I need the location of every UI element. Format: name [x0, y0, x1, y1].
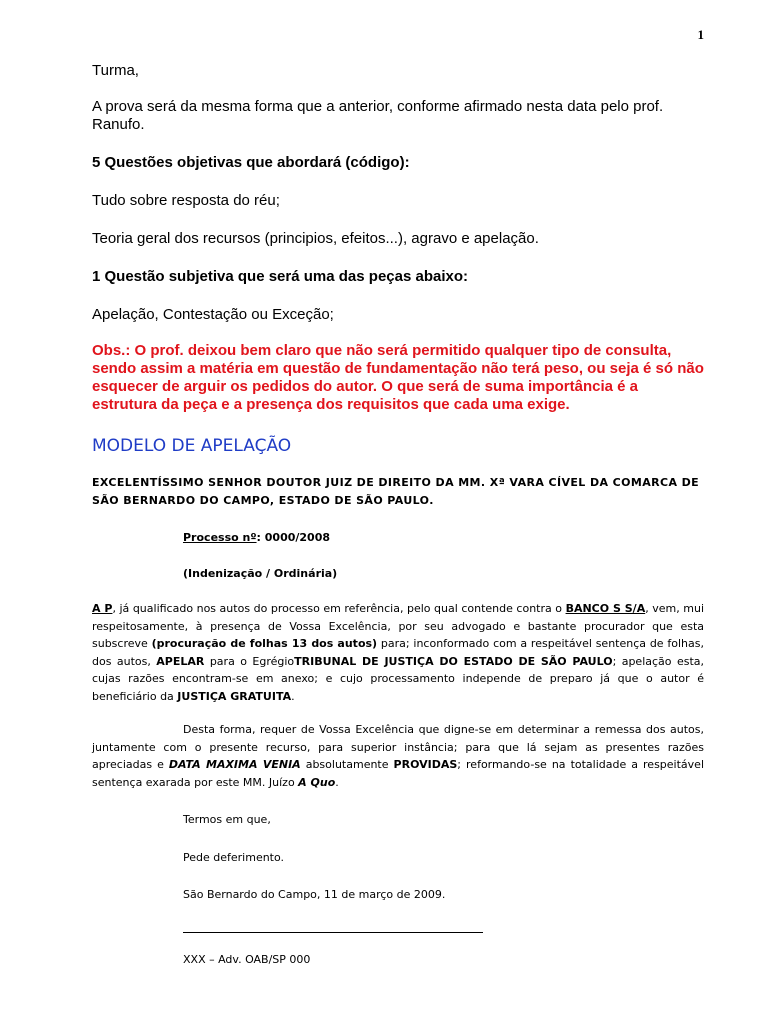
text-span: ; reformando-se na totalidade a respeitável sentença exarada por este MM. Juízo: [92, 758, 704, 789]
greeting: Turma,: [92, 62, 139, 79]
defendant-name: BANCO S S/A: [565, 602, 646, 615]
venia-phrase: DATA MAXIMA VENIA: [168, 758, 301, 771]
court-address: [92, 474, 704, 509]
intro-paragraph: A prova será da mesma forma que a anterior, conforme afirmado nesta data pelo prof. Ranufo.: [92, 98, 664, 133]
model-title: MODELO DE APELAÇÃO: [92, 436, 292, 456]
signature-name: XXX – Adv. OAB/SP 000: [183, 952, 311, 966]
address-line-2: SÃO BERNARDO DO CAMPO, ESTADO DE SÃO PAULO.: [92, 493, 434, 507]
appeal-word: APELAR: [156, 654, 205, 668]
text-span: , vem, mui respeitosamente, à presença de Vossa Excelência, por seu advogado e bastante procurador que esta subscreve: [92, 602, 705, 650]
signature-line: [183, 932, 483, 933]
closing-terms: Termos em que,: [183, 813, 271, 826]
process-label: Processo nº: [183, 531, 257, 544]
text-span: ; apelação esta, cujas razões encontram-se em anexo; e cujo processamento independe de preparo já que o autor é beneficiário da: [92, 654, 704, 703]
providas-word: PROVIDAS: [393, 758, 458, 771]
place-date: São Bernardo do Campo, 11 de março de 2009.: [183, 888, 446, 901]
subjective-heading: 1 Questão subjetiva que será uma das peças abaixo:: [92, 268, 468, 285]
page-number: 1: [697, 27, 704, 42]
objective-heading: 5 Questões objetivas que abordará (código):: [92, 154, 410, 171]
topic-1: Tudo sobre resposta do réu;: [92, 192, 280, 209]
free-justice: JUSTIÇA GRATUITA: [177, 689, 292, 703]
pieces-list: Apelação, Contestação ou Exceção;: [92, 306, 334, 323]
proxy-reference: (procuração de folhas 13 dos autos): [151, 637, 378, 650]
obs-note: Obs.: O prof. deixou bem claro que não será permitido qualquer tipo de consulta, sendo assim a matéria em questão de fundamentação não terá peso, ou seja é só não esquecer de arguir os pedidos do autor. O que será de suma importância é a estrutura da peça e a presença dos requisitos que cada uma exige.: [92, 342, 704, 413]
text-span: .: [291, 689, 295, 703]
petition-paragraph-2: [92, 721, 704, 791]
process-type: (Indenização / Ordinária): [183, 566, 338, 580]
topic-2: Teoria geral dos recursos (principios, efeitos...), agravo e apelação.: [92, 230, 539, 247]
process-number: [183, 529, 704, 547]
closing-request: Pede deferimento.: [183, 850, 285, 864]
text-span: para o Egrégio: [204, 654, 295, 668]
document-body: [92, 62, 704, 968]
text-span: , já qualificado nos autos do processo em referência, pelo qual contende contra o: [112, 602, 566, 615]
text-span: para; inconformado com a respeitável sentença de folhas, dos autos,: [92, 637, 704, 668]
text-span: .: [335, 775, 339, 789]
petition-paragraph-1: [92, 600, 704, 705]
text-span: absolutamente: [300, 758, 394, 771]
a-quo-phrase: A Quo: [298, 775, 336, 789]
party-name: A P: [92, 602, 113, 615]
address-line-1: EXCELENTÍSSIMO SENHOR DOUTOR JUIZ DE DIREITO DA MM. Xª VARA CÍVEL DA COMARCA DE: [92, 476, 700, 489]
text-span: Desta forma, requer de Vossa Excelência que digne-se em determinar a remessa dos autos, juntamente com o presente recurso, para superior instância; para que lá sejam as presentes razões apreciadas e: [92, 723, 704, 771]
process-value: : 0000/2008: [256, 531, 331, 544]
court-name: TRIBUNAL DE JUSTIÇA DO ESTADO DE SÃO PAULO: [294, 654, 613, 668]
